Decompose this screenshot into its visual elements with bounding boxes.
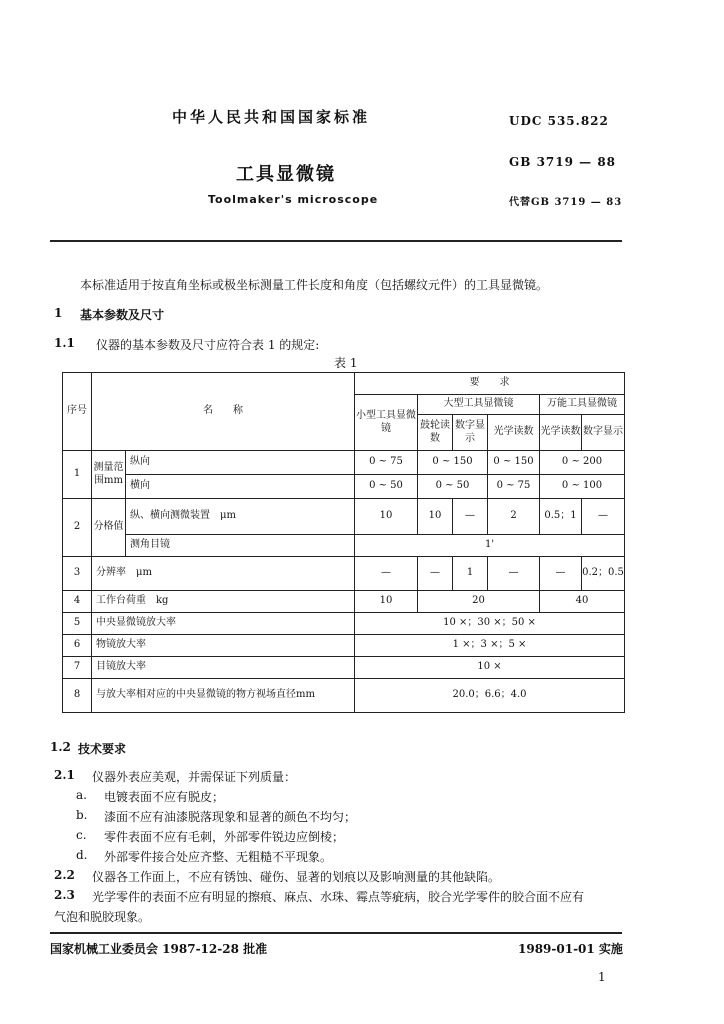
row-1a-large-12: 0 ~ 150 [418, 451, 488, 475]
row-1a-name: 纵向 [126, 451, 355, 475]
section-2-title: 技术要求 [78, 742, 127, 756]
row-1a-univ: 0 ~ 200 [540, 451, 625, 475]
row-2a-large-2: — [453, 499, 488, 535]
table-row [63, 635, 625, 657]
row-2a-large-1: 10 [418, 499, 453, 535]
row-3-small: — [355, 557, 418, 591]
udc-number: UDC 535.822 [509, 114, 609, 128]
clause-2-1-text: 仪器外表应美观，并需保证下列质量： [92, 770, 297, 784]
header-optical-reading: 光学读数 [488, 415, 540, 451]
row-1-seq: 1 [63, 451, 92, 499]
document-title: 工具显微镜 [236, 164, 336, 185]
row-8-name: 与放大率相对应的中央显微镜的物方视场直径mm [92, 679, 355, 713]
row-2b-name: 测角目镜 [126, 535, 355, 557]
row-1-group: 测量范围mm [92, 451, 126, 499]
row-2a-large-3: 2 [488, 499, 540, 535]
header-universal-microscope: 万能工具显微镜 [540, 395, 625, 415]
effective-date-line: 1989-01-01 实施 [518, 942, 623, 956]
row-2a-univ-2: — [582, 499, 625, 535]
row-3-large-3: — [488, 557, 540, 591]
header-divider [50, 240, 622, 242]
header-small-microscope: 小型工具显微镜 [355, 395, 418, 451]
row-3-name: 分辨率 μm [92, 557, 355, 591]
item-d-text: 外部零件接合处应齐整、无粗糙不平现象。 [104, 850, 333, 864]
header-requirement: 要 求 [355, 373, 625, 395]
row-1a-large-3: 0 ~ 150 [488, 451, 540, 475]
footer-divider [50, 932, 622, 934]
row-1b-large-3: 0 ~ 75 [488, 475, 540, 499]
table-row [63, 557, 625, 591]
row-4-seq: 4 [63, 591, 92, 613]
parameter-table [62, 372, 625, 713]
row-6-value: 1 ×；3 ×；5 × [355, 635, 625, 657]
english-title: Toolmaker's microscope [208, 193, 379, 206]
row-5-value: 10 ×；30 ×；50 × [355, 613, 625, 635]
row-4-large: 20 [418, 591, 540, 613]
row-6-name: 物镜放大率 [92, 635, 355, 657]
header-univ-digital-display: 数字显示 [582, 415, 625, 451]
row-4-univ: 40 [540, 591, 625, 613]
row-2a-small: 10 [355, 499, 418, 535]
row-5-name: 中央显微镜放大率 [92, 613, 355, 635]
header-drum-reading: 鼓轮读数 [418, 415, 453, 451]
row-1b-large-12: 0 ~ 50 [418, 475, 488, 499]
row-8-seq: 8 [63, 679, 92, 713]
section-1-title: 基本参数及尺寸 [80, 308, 165, 322]
row-2-group: 分格值 [92, 499, 126, 557]
row-3-seq: 3 [63, 557, 92, 591]
row-3-univ-2: 0.2；0.5 [582, 557, 625, 591]
item-a-label: a. [76, 788, 87, 802]
row-3-large-1: — [418, 557, 453, 591]
header-univ-optical-reading: 光学读数 [540, 415, 582, 451]
item-b-text: 漆面不应有油漆脱落现象和显著的颜色不均匀； [104, 810, 357, 824]
page-number: 1 [598, 970, 606, 984]
clause-1-1-number: 1.1 [54, 336, 75, 350]
item-a-text: 电镀表面不应有脱皮； [104, 790, 225, 804]
row-7-name: 目镜放大率 [92, 657, 355, 679]
table-row [63, 475, 625, 499]
standard-title: 中华人民共和国国家标准 [172, 108, 371, 126]
replaces-number: 代替GB 3719 — 83 [509, 197, 623, 208]
row-2a-univ-1: 0.5；1 [540, 499, 582, 535]
table-row [63, 451, 625, 475]
clause-2-2-number: 2.2 [54, 868, 75, 882]
table-row [63, 591, 625, 613]
table-caption: 表 1 [334, 356, 358, 370]
clause-2-3-text-line2: 气泡和脱胶现象。 [54, 910, 151, 924]
row-1a-small: 0 ~ 75 [355, 451, 418, 475]
row-8-value: 20.0；6.6；4.0 [355, 679, 625, 713]
table-row [63, 535, 625, 557]
row-2-seq: 2 [63, 499, 92, 557]
clause-2-1-number: 2.1 [54, 768, 75, 782]
clause-2-3-number: 2.3 [54, 888, 75, 902]
row-1b-small: 0 ~ 50 [355, 475, 418, 499]
table-row [63, 679, 625, 713]
row-5-seq: 5 [63, 613, 92, 635]
clause-1-1-text: 仪器的基本参数及尺寸应符合表 1 的规定: [96, 338, 320, 352]
section-2-number: 1.2 [50, 740, 71, 754]
row-3-univ-1: — [540, 557, 582, 591]
item-b-label: b. [76, 808, 88, 822]
row-7-seq: 7 [63, 657, 92, 679]
item-c-label: c. [76, 828, 87, 842]
header-seq: 序号 [63, 373, 92, 451]
item-c-text: 零件表面不应有毛刺，外部零件锐边应倒棱； [104, 830, 345, 844]
clause-2-2-text: 仪器各工作面上，不应有锈蚀、碰伤、显著的划痕以及影响测量的其他缺陷。 [92, 870, 501, 884]
row-7-value: 10 × [355, 657, 625, 679]
row-2a-name: 纵、横向测微装置 μm [126, 499, 355, 535]
table-row [63, 613, 625, 635]
row-4-small: 10 [355, 591, 418, 613]
row-6-seq: 6 [63, 635, 92, 657]
row-2b-value: 1' [355, 535, 625, 557]
gb-number: GB 3719 — 88 [509, 155, 617, 169]
table-row [63, 499, 625, 535]
row-1b-univ: 0 ~ 100 [540, 475, 625, 499]
row-4-name: 工作台荷重 kg [92, 591, 355, 613]
row-3-large-2: 1 [453, 557, 488, 591]
header-digital-display: 数字显示 [453, 415, 488, 451]
header-large-microscope: 大型工具显微镜 [418, 395, 540, 415]
table-row [63, 657, 625, 679]
header-name: 名 称 [92, 373, 355, 451]
approval-line: 国家机械工业委员会 1987-12-28 批准 [50, 942, 268, 956]
row-1b-name: 横向 [126, 475, 355, 499]
intro-paragraph: 本标准适用于按直角坐标或极坐标测量工件长度和角度（包括螺纹元件）的工具显微镜。 [80, 278, 549, 292]
clause-2-3-text-line1: 光学零件的表面不应有明显的擦痕、麻点、水珠、霉点等疵病，胶合光学零件的胶合面不应有 [92, 890, 585, 904]
section-1-number: 1 [54, 306, 63, 320]
item-d-label: d. [76, 848, 88, 862]
